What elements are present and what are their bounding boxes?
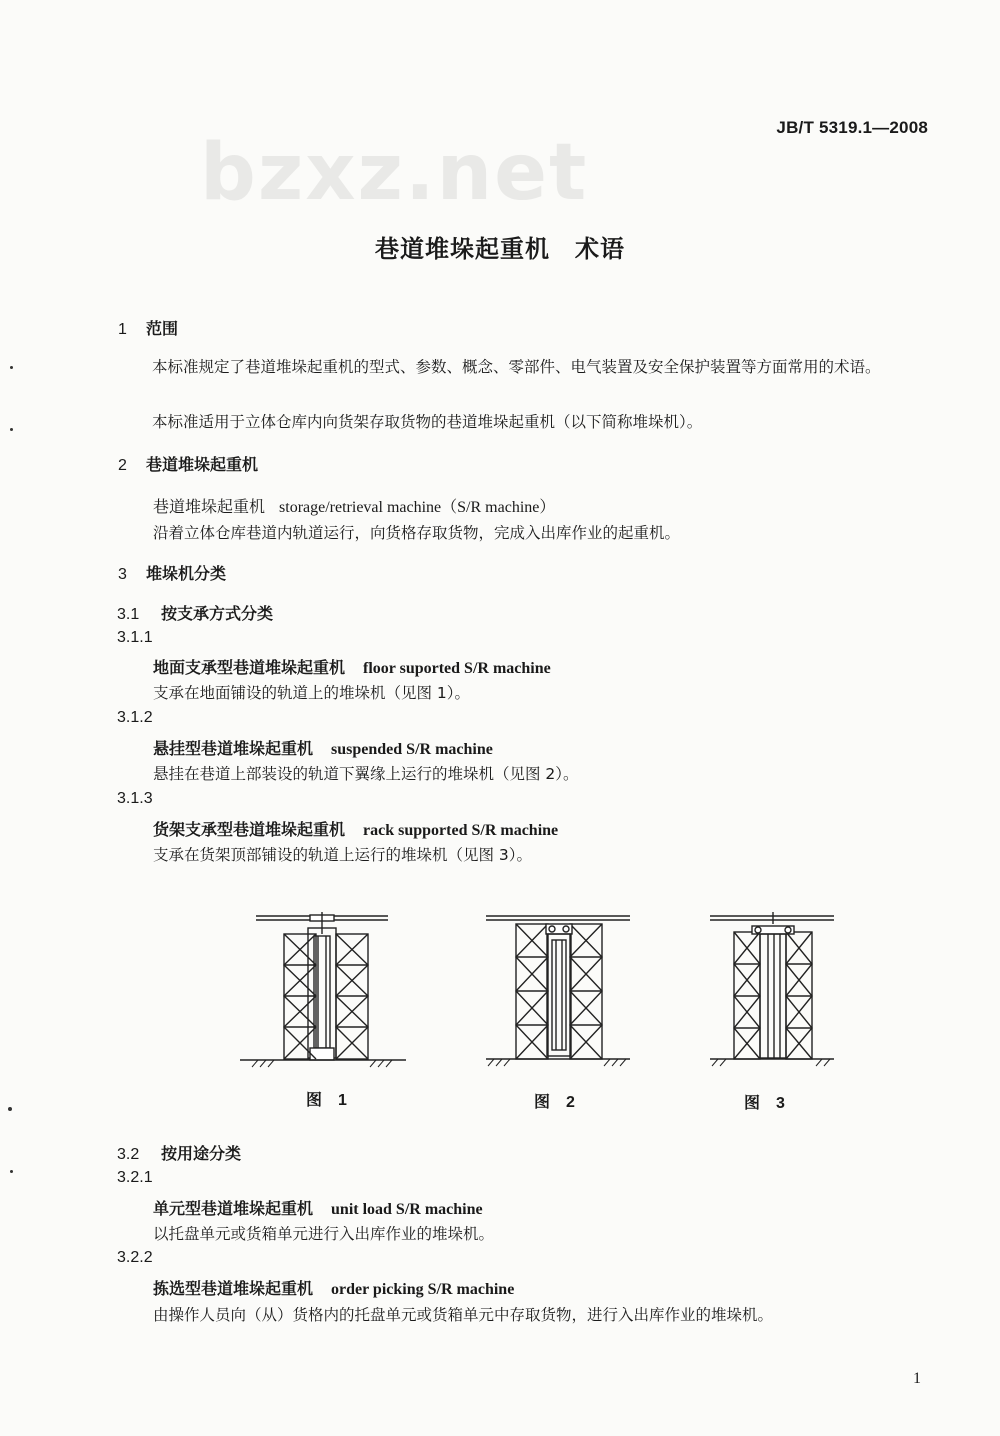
- clause-3-2-1-number: 3.2.1: [117, 1169, 153, 1186]
- section-3-2-heading: 3.2 按用途分类: [117, 1144, 242, 1163]
- page-number: 1: [913, 1370, 921, 1387]
- figure-3-drawing: [708, 912, 836, 1072]
- section-2-term: 巷道堆垛起重机 storage/retrieval machine（S/R machine）: [153, 497, 556, 516]
- clause-3-1-1-number: 3.1.1: [117, 629, 153, 646]
- figure-1-drawing: [238, 912, 408, 1072]
- figure-3-caption: 图 3: [744, 1093, 785, 1112]
- scan-speck: [8, 1107, 12, 1111]
- scan-speck: [10, 428, 13, 431]
- section-2-definition: 沿着立体仓库巷道内轨道运行，向货格存取货物，完成入出库作业的起重机。: [153, 524, 681, 542]
- section-2-heading: 2 巷道堆垛起重机: [118, 455, 259, 474]
- clause-3-1-2-number: 3.1.2: [117, 709, 153, 726]
- clause-3-2-2-number: 3.2.2: [117, 1249, 153, 1266]
- section-3-heading: 3 堆垛机分类: [118, 564, 227, 583]
- section-1-paragraph-1: 本标准规定了巷道堆垛起重机的型式、参数、概念、零部件、电气装置及安全保护装置等方面常用的术语。: [152, 358, 881, 376]
- clause-3-1-2-term: 悬挂型巷道堆垛起重机 suspended S/R machine: [153, 739, 493, 758]
- clause-3-1-3-definition: 支承在货架顶部铺设的轨道上运行的堆垛机（见图 3）。: [153, 846, 533, 864]
- figure-2-drawing: [484, 912, 632, 1072]
- scan-speck: [10, 366, 13, 369]
- standard-number: JB/T 5319.1—2008: [776, 118, 928, 137]
- clause-3-2-2-definition: 由操作人员向（从）货格内的托盘单元或货箱单元中存取货物，进行入出库作业的堆垛机。: [153, 1306, 774, 1324]
- watermark: bzxz.net: [200, 128, 589, 218]
- document-title: 巷道堆垛起重机 术语: [375, 235, 625, 263]
- clause-3-2-1-term: 单元型巷道堆垛起重机 unit load S/R machine: [153, 1199, 483, 1218]
- section-1-paragraph-2: 本标准适用于立体仓库内向货架存取货物的巷道堆垛起重机（以下简称堆垛机）。: [152, 413, 703, 431]
- clause-3-2-2-term: 拣选型巷道堆垛起重机 order picking S/R machine: [153, 1279, 515, 1298]
- clause-3-2-1-definition: 以托盘单元或货箱单元进行入出库作业的堆垛机。: [153, 1225, 495, 1243]
- section-1-heading: 1 范围: [118, 319, 179, 338]
- clause-3-1-1-term: 地面支承型巷道堆垛起重机 floor suported S/R machine: [153, 658, 551, 677]
- section-3-1-heading: 3.1 按支承方式分类: [117, 604, 274, 623]
- clause-3-1-2-definition: 悬挂在巷道上部装设的轨道下翼缘上运行的堆垛机（见图 2）。: [153, 765, 579, 783]
- figure-1-caption: 图 1: [306, 1090, 347, 1109]
- figure-2-caption: 图 2: [534, 1092, 575, 1111]
- scan-speck: [10, 1170, 13, 1173]
- clause-3-1-1-definition: 支承在地面铺设的轨道上的堆垛机（见图 1）。: [153, 684, 471, 702]
- clause-3-1-3-number: 3.1.3: [117, 790, 153, 807]
- clause-3-1-3-term: 货架支承型巷道堆垛起重机 rack supported S/R machine: [153, 820, 559, 839]
